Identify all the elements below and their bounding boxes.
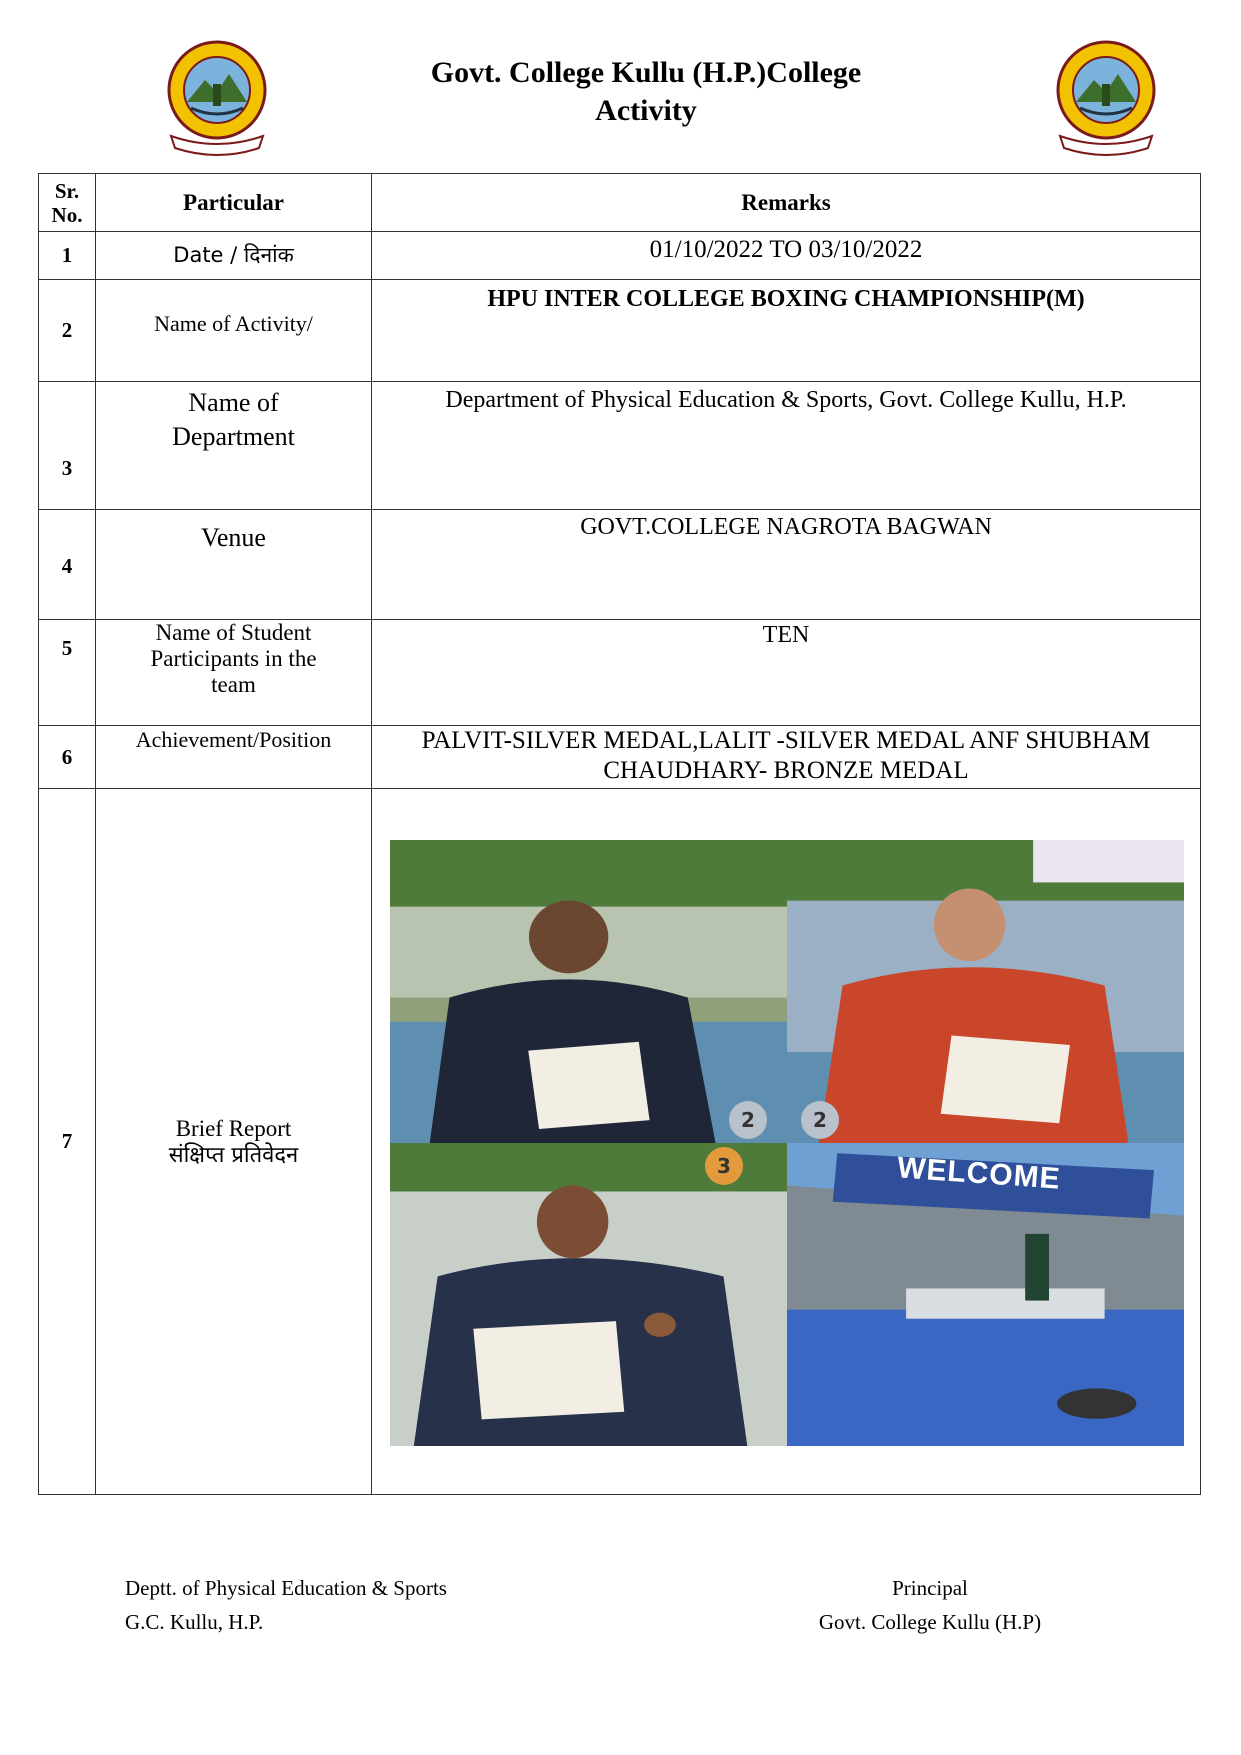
- row-sr: 7: [39, 789, 96, 1495]
- title-line-2: Activity: [595, 94, 697, 127]
- footer-right-line-1: Principal: [892, 1576, 968, 1600]
- row-sr: 4: [39, 510, 96, 620]
- silver-medal-icon: 2: [801, 1101, 839, 1139]
- header-particular: Particular: [96, 174, 372, 232]
- row-remarks-department: Department of Physical Education & Sports, Govt. College Kullu, H.P.: [372, 382, 1201, 510]
- welcome-banner-text: WELCOME: [896, 1151, 1062, 1196]
- photo-collage: [390, 840, 1184, 1446]
- row-sr: 2: [39, 280, 96, 382]
- row-particular-date: Date / दिनांक: [96, 232, 372, 280]
- title-line-1: Govt. College Kullu (H.P.)College: [430, 56, 862, 89]
- college-logo-left: [165, 40, 269, 156]
- bronze-medal-icon: 3: [705, 1147, 743, 1185]
- row-particular-venue: Venue: [96, 510, 372, 620]
- row-sr: 3: [39, 382, 96, 510]
- table-row: [39, 510, 1201, 620]
- row-particular-activity: Name of Activity/: [96, 280, 372, 382]
- row-particular-achievement: Achievement/Position: [96, 726, 372, 789]
- photo-silver-medalist-2: [787, 840, 1184, 1143]
- silver-medal-icon: 2: [729, 1101, 767, 1139]
- footer-right-line-2: Govt. College Kullu (H.P): [818, 1610, 1042, 1634]
- footer-left-line-2: G.C. Kullu, H.P.: [125, 1610, 264, 1634]
- footer-left-line-1: Deptt. of Physical Education & Sports: [125, 1576, 447, 1600]
- footer-left: [125, 1571, 447, 1639]
- row-sr: 6: [39, 726, 96, 789]
- row-sr: 5: [39, 620, 96, 726]
- photo-boxing-venue: [787, 1143, 1184, 1446]
- header-remarks: Remarks: [372, 174, 1201, 232]
- header-sr-no: Sr. No.: [39, 174, 96, 232]
- row-remarks-participants: TEN: [372, 620, 1201, 726]
- table-row: [39, 726, 1201, 789]
- row-sr: 1: [39, 232, 96, 280]
- row-remarks-date: 01/10/2022 TO 03/10/2022: [372, 232, 1201, 280]
- table-row: [39, 280, 1201, 382]
- document-title: [330, 54, 962, 130]
- photo-silver-medalist-1: [390, 840, 787, 1143]
- row-particular-participants: Name of Student Participants in the team: [96, 620, 372, 726]
- photo-bronze-medalist: [390, 1143, 787, 1446]
- row-remarks-activity: HPU INTER COLLEGE BOXING CHAMPIONSHIP(M): [372, 280, 1201, 382]
- table-row: [39, 382, 1201, 510]
- row-remarks-venue: GOVT.COLLEGE NAGROTA BAGWAN: [372, 510, 1201, 620]
- table-row: [39, 232, 1201, 280]
- row-particular-brief-report: [96, 789, 372, 1495]
- row-particular-department: Name of Department: [96, 382, 372, 510]
- table-header-row: [39, 174, 1201, 232]
- row-remarks-achievement: PALVIT-SILVER MEDAL,LALIT -SILVER MEDAL ANF SHUBHAM CHAUDHARY- BRONZE MEDAL: [372, 726, 1201, 789]
- footer-right: [790, 1571, 1070, 1639]
- college-logo-right: [1054, 40, 1158, 156]
- brief-report-hindi-label: संक्षिप्त प्रतिवेदन: [168, 1142, 299, 1168]
- brief-report-label: Brief Report: [175, 1115, 292, 1141]
- table-row: [39, 620, 1201, 726]
